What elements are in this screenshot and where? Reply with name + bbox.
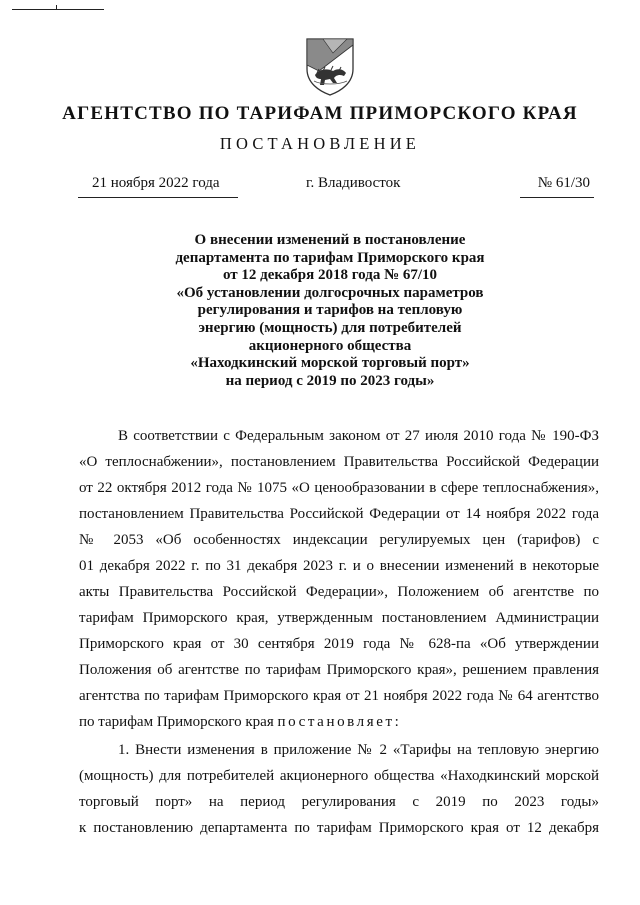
- document-title: [120, 232, 540, 390]
- date-underline: [78, 197, 238, 198]
- number-underline: [520, 197, 594, 198]
- paragraph-line: № 2053 «Об особенностях индексации регулируемых цен (тарифов) с: [79, 532, 599, 548]
- resolves-word: постановляет:: [277, 714, 402, 730]
- paragraph-line: Положения об агентстве по тарифам Приморского края», решением правления: [79, 662, 599, 678]
- paragraph-line: «О теплоснабжении», постановлением Правительства Российской Федерации: [79, 454, 599, 470]
- document-date: 21 ноября 2022 года: [92, 175, 220, 191]
- title-line: от 12 декабря 2018 года № 67/10: [222, 267, 438, 284]
- paragraph-line: (мощность) для потребителей акционерного общества «Находкинский морской: [79, 768, 599, 784]
- paragraph-line: 01 декабря 2022 г. по 31 декабря 2023 г. и о внесении изменений в некоторые: [79, 558, 599, 574]
- document-type: ПОСТАНОВЛЕНИЕ: [219, 134, 421, 153]
- paragraph-line: тарифам Приморского края, утвержденным постановлением Администрации: [79, 610, 599, 626]
- paragraph-line: к постановлению департамента по тарифам Приморского края от 12 декабря: [79, 820, 599, 836]
- title-line: «Находкинский морской торговый порт»: [190, 355, 470, 372]
- paragraph-line: Приморского края от 30 сентября 2019 года № 628-па «Об утверждении: [79, 636, 599, 652]
- paragraph-line: 1. Внести изменения в приложение № 2 «Тарифы на тепловую энергию: [118, 742, 599, 758]
- paragraph-line: [79, 709, 599, 735]
- title-line: энергию (мощность) для потребителей: [198, 319, 462, 336]
- title-line: акционерного общества: [248, 337, 412, 354]
- title-line: О внесении изменений в постановление: [194, 232, 466, 248]
- document-number: № 61/30: [537, 175, 590, 191]
- preamble-paragraph: [79, 423, 599, 735]
- title-line: регулирования и тарифов на тепловую: [197, 302, 463, 319]
- coat-of-arms-icon: [303, 35, 357, 97]
- paragraph-line: агентства по тарифам Приморского края от 21 ноября 2022 года № 64 агентство: [79, 688, 599, 704]
- top-corner-mark: [12, 9, 104, 10]
- document-city: г. Владивосток: [306, 175, 401, 191]
- title-line: департамента по тарифам Приморского края: [175, 249, 485, 266]
- paragraph-line-prefix: по тарифам Приморского края: [79, 714, 278, 730]
- paragraph-line: акты Правительства Российской Федерации», Положением об агентстве по: [79, 584, 599, 600]
- paragraph-line: постановлением Правительства Российской Федерации от 14 ноября 2022 года: [79, 506, 599, 522]
- agency-name: АГЕНТСТВО ПО ТАРИФАМ ПРИМОРСКОГО КРАЯ: [62, 103, 578, 124]
- paragraph-line: В соответствии с Федеральным законом от 27 июля 2010 года № 190-ФЗ: [118, 428, 599, 444]
- paragraph-line: от 22 октября 2012 года № 1075 «О ценообразовании в сфере теплоснабжения»,: [79, 480, 599, 496]
- item-1-paragraph: [79, 737, 599, 841]
- title-line: «Об установлении долгосрочных параметров: [176, 284, 484, 301]
- paragraph-line: торговый порт» на период регулирования с 2019 по 2023 годы»: [79, 794, 599, 810]
- title-line: на период с 2019 по 2023 годы»: [225, 372, 435, 389]
